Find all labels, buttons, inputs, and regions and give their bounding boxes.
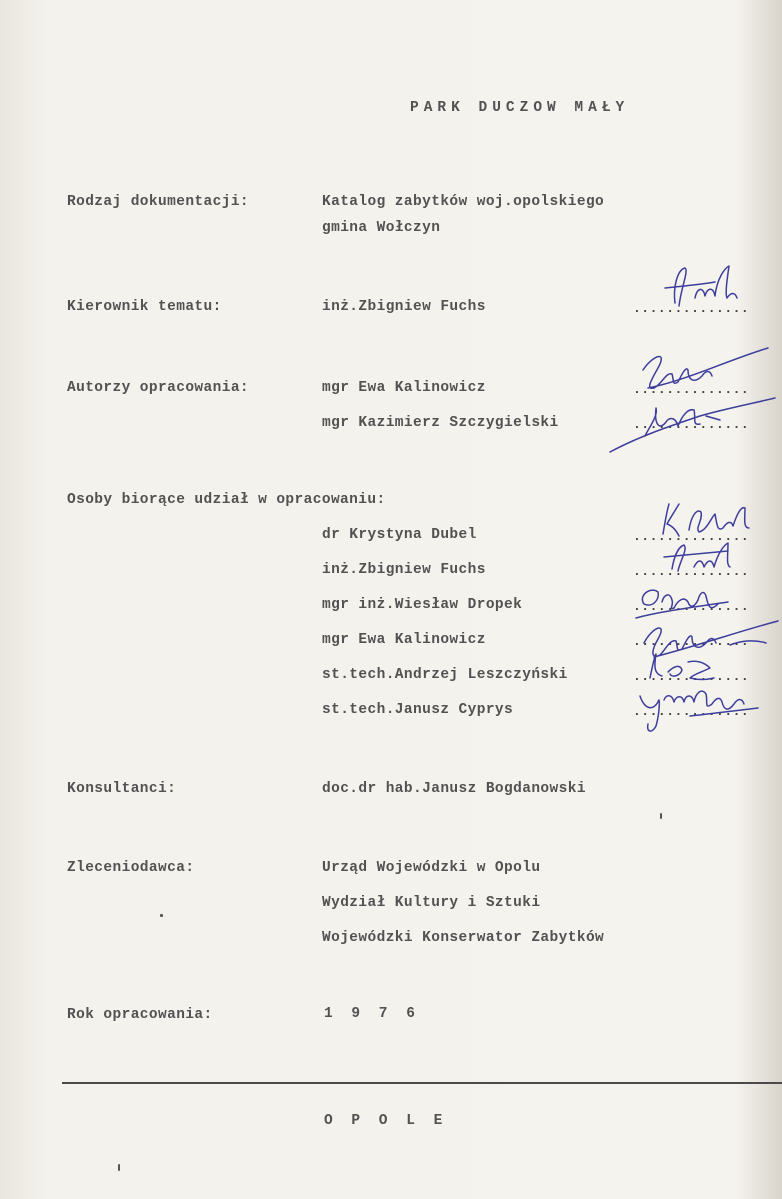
stray-mark xyxy=(160,914,163,917)
consultants-label: Konsultanci: xyxy=(67,781,177,797)
participant-name: inż.Zbigniew Fuchs xyxy=(322,562,486,578)
signature-line: .............. xyxy=(633,704,750,719)
doc-type-value-1: Katalog zabytków woj.opolskiego xyxy=(322,194,605,210)
stray-mark xyxy=(660,813,662,819)
signature-line: .............. xyxy=(633,634,750,649)
signature-line: .............. xyxy=(633,301,750,316)
consultant-name: doc.dr hab.Janusz Bogdanowski xyxy=(322,781,586,797)
signature-line: .............. xyxy=(633,564,750,579)
participant-name: dr Krystyna Dubel xyxy=(322,527,477,543)
footer-divider xyxy=(62,1082,782,1084)
signature-line: .............. xyxy=(633,669,750,684)
authors-label: Autorzy opracowania: xyxy=(67,380,250,396)
author-name: mgr Ewa Kalinowicz xyxy=(322,380,486,396)
footer-city: O P O L E xyxy=(324,1113,448,1129)
author-name: mgr Kazimierz Szczygielski xyxy=(322,415,559,431)
signature-line: .............. xyxy=(633,417,750,432)
client-line: Urząd Wojewódzki w Opolu xyxy=(322,860,541,876)
doc-type-value-2: gmina Wołczyn xyxy=(322,220,441,236)
manager-label: Kierownik tematu: xyxy=(67,299,222,315)
signature-cyprys xyxy=(630,672,770,742)
client-line: Wydział Kultury i Sztuki xyxy=(322,895,541,911)
signature-szczygielski xyxy=(600,386,780,461)
participant-name: st.tech.Janusz Cyprys xyxy=(322,702,514,718)
participants-label: Osoby biorące udział w opracowaniu: xyxy=(67,492,386,508)
manager-name: inż.Zbigniew Fuchs xyxy=(322,299,486,315)
client-line: Wojewódzki Konserwator Zabytków xyxy=(322,930,605,946)
signature-fuchs-2 xyxy=(658,535,758,580)
signature-line: .............. xyxy=(633,382,750,397)
stray-mark xyxy=(118,1164,120,1171)
signature-line: .............. xyxy=(633,599,750,614)
document-title: PARK DUCZOW MAŁY xyxy=(410,100,630,116)
participant-name: mgr Ewa Kalinowicz xyxy=(322,632,486,648)
year-label: Rok opracowania: xyxy=(67,1007,213,1023)
participant-name: mgr inż.Wiesław Dropek xyxy=(322,597,523,613)
participant-name: st.tech.Andrzej Leszczyński xyxy=(322,667,568,683)
client-label: Zleceniodawca: xyxy=(67,860,195,876)
signature-line: .............. xyxy=(633,529,750,544)
doc-type-label: Rodzaj dokumentacji: xyxy=(67,194,250,210)
year-value: 1 9 7 6 xyxy=(324,1006,420,1022)
signature-fuchs xyxy=(655,258,765,338)
